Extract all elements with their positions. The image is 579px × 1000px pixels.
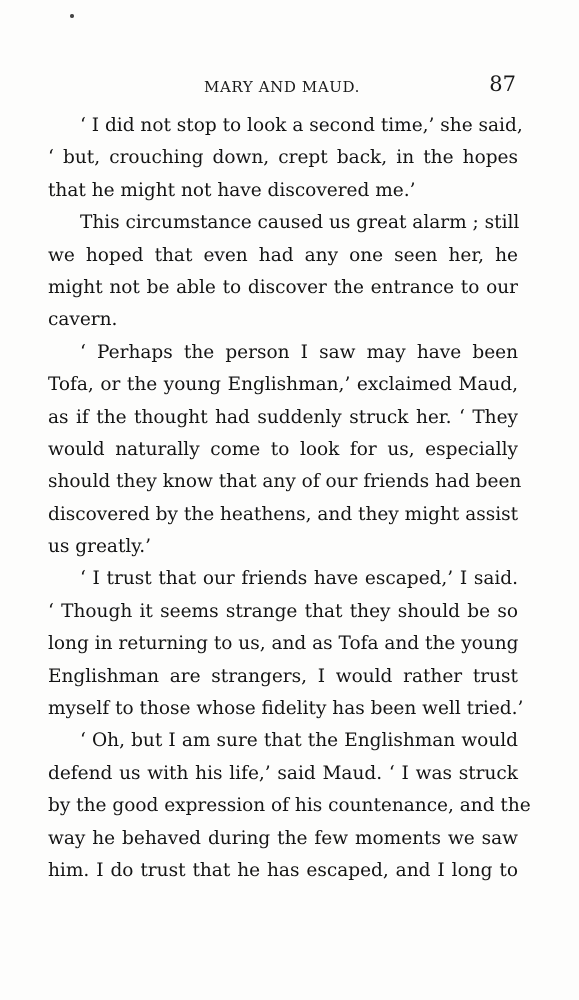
text-line: us greatly.’ (48, 536, 152, 558)
text-line: Tofa, or the young Englishman,’ exclaimed Maud, (48, 374, 518, 396)
running-title: MARY AND MAUD. (204, 78, 360, 96)
text-line: ‘ I trust that our friends have escaped,’ I said. (80, 568, 518, 590)
text-line: him. I do trust that he has escaped, and I long to (48, 859, 518, 881)
text-line: myself to those whose fidelity has been well tried.’ (48, 698, 524, 720)
page-number: 87 (489, 72, 516, 96)
text-line: should they know that any of our friends had been (48, 471, 522, 493)
page-header (48, 72, 516, 102)
text-line: Englishman are strangers, I would rather trust (48, 665, 518, 687)
text-line: cavern. (48, 309, 118, 331)
text-line: would naturally come to look for us, especially (48, 438, 518, 460)
text-line: ‘ I did not stop to look a second time,’ she said, (80, 115, 523, 136)
text-line: ‘ but, crouching down, crept back, in the hopes (48, 147, 518, 169)
text-line: defend us with his life,’ said Maud. ‘ I was struck (48, 762, 518, 784)
ink-speck (70, 14, 74, 18)
text-line: long in returning to us, and as Tofa and the young (48, 633, 519, 655)
text-line: might not be able to discover the entrance to our (48, 276, 518, 298)
text-line: ‘ Oh, but I am sure that the Englishman would (80, 730, 518, 752)
body-text (48, 110, 531, 887)
text-line: that he might not have discovered me.’ (48, 179, 416, 201)
text-line: way he behaved during the few moments we saw (48, 827, 518, 849)
text-line: ‘ Perhaps the person I saw may have been (80, 341, 518, 363)
text-line: ‘ Though it seems strange that they should be so (48, 600, 518, 622)
text-line: we hoped that even had any one seen her, he (48, 244, 518, 266)
text-line: discovered by the heathens, and they might assist (48, 503, 519, 525)
text-line: by the good expression of his countenance, and the (48, 795, 531, 817)
text-line: This circumstance caused us great alarm ; still (80, 212, 520, 234)
text-line: as if the thought had suddenly struck her. ‘ They (48, 406, 518, 428)
